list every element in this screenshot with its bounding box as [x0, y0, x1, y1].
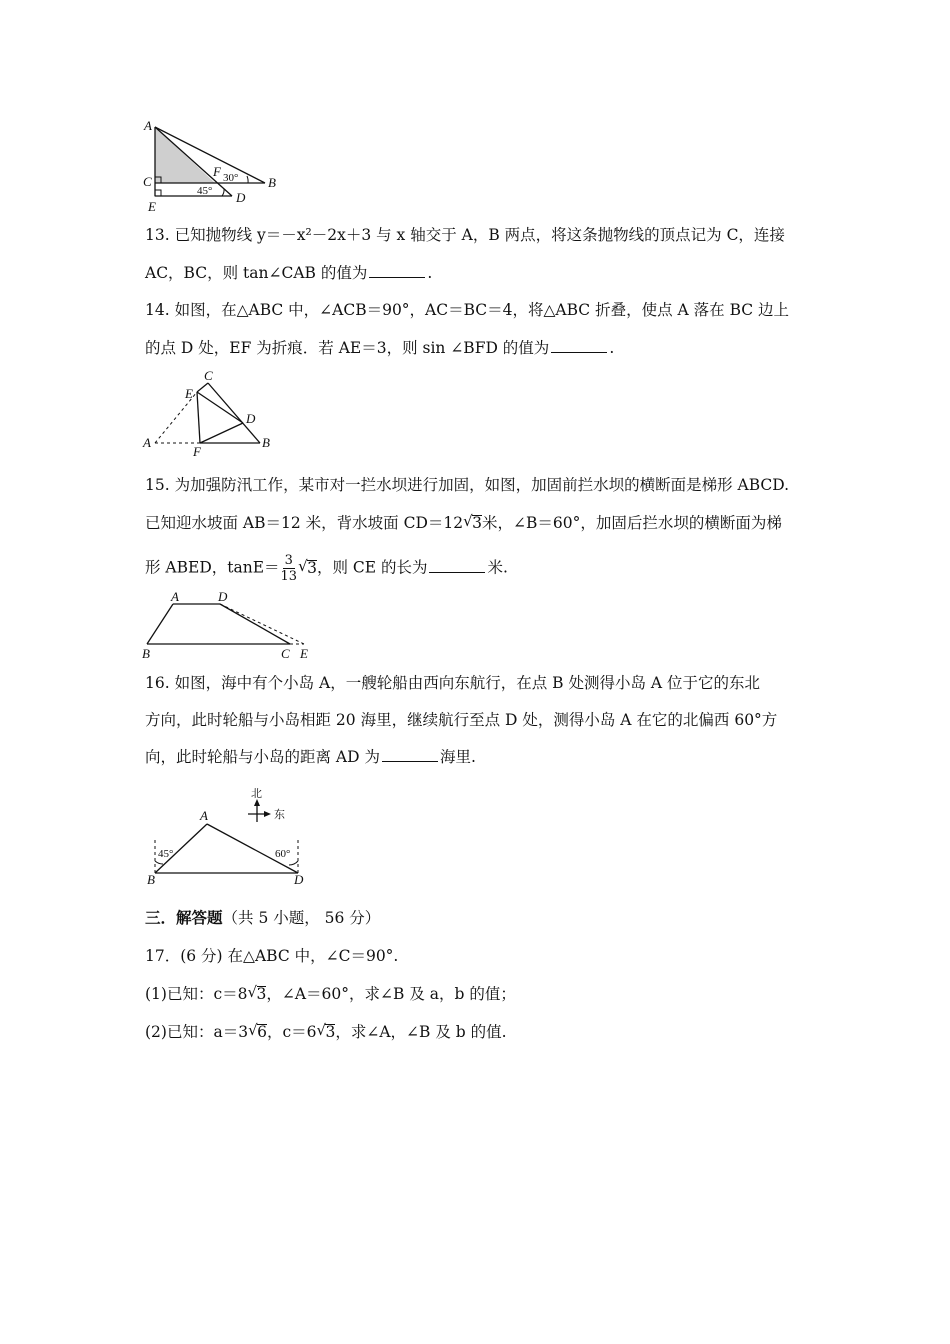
label-D: D	[294, 872, 304, 887]
label-D: D	[236, 190, 246, 205]
q17-part2: (2)已知：a＝3√ 6，c＝6√ 3，求∠A，∠B 及 b 的值.	[145, 1021, 507, 1043]
label-D: D	[246, 411, 256, 426]
label-A: A	[144, 118, 152, 133]
angle-45: 45°	[158, 848, 174, 860]
q16-line3: 向，此时轮船与小岛的距离 AD 为 海里.	[145, 748, 476, 766]
q13-line1: 13. 已知抛物线 y＝－x²－2x＋3 与 x 轴交于 A，B 两点，将这条抛物线的顶点记为 C，连接	[145, 226, 785, 244]
q15-line2: 已知迎水坡面 AB＝12 米，背水坡面 CD＝12√ 3米，∠B＝60°，加固后拦水坝的横断面为梯	[145, 512, 782, 534]
label-E: E	[185, 386, 193, 401]
label-E: E	[148, 199, 156, 214]
q14-line2: 的点 D 处，EF 为折痕．若 AE＝3，则 sin ∠BFD 的值为 .	[145, 339, 615, 357]
q16-line1: 16. 如图，海中有个小岛 A，一艘轮船由西向东航行，在点 B 处测得小岛 A 位于它的东北	[145, 674, 760, 692]
label-C: C	[281, 646, 290, 661]
compass-north: 北	[251, 788, 262, 800]
angle-45: 45°	[197, 185, 213, 197]
q17-part1: (1)已知：c＝8√ 3，∠A＝60°，求∠B 及 a，b 的值；	[145, 983, 516, 1005]
label-F: F	[213, 164, 221, 179]
q15-line1: 15. 为加强防汛工作，某市对一拦水坝进行加固，如图，加固前拦水坝的横断面是梯形 ABCD.	[145, 476, 790, 494]
label-A: A	[143, 435, 151, 450]
label-F: F	[193, 444, 201, 459]
label-B: B	[147, 872, 155, 887]
angle-30: 30°	[223, 172, 239, 184]
label-B: B	[268, 175, 276, 190]
angle-60: 60°	[275, 848, 291, 860]
q17-line1: 17．(6 分) 在△ABC 中，∠C＝90°.	[145, 947, 399, 965]
q13-line2: AC，BC，则 tan∠CAB 的值为 .	[145, 264, 433, 282]
label-A: A	[200, 808, 208, 823]
q16-line2: 方向，此时轮船与小岛相距 20 海里，继续航行至点 D 处，测得小岛 A 在它的北偏西 60°方	[145, 711, 778, 729]
label-B: B	[262, 435, 270, 450]
label-A: A	[171, 589, 179, 604]
q15-line3: 形 ABED，tanE＝ $\frac{3}{13}$ √ 3，则 CE 的长为 米.	[145, 553, 508, 584]
label-C: C	[143, 174, 152, 189]
label-C: C	[204, 368, 213, 383]
label-D: D	[218, 589, 228, 604]
compass-east: 东	[274, 809, 285, 821]
section3-heading: 三．解答题（共 5 小题， 56 分）	[145, 908, 381, 927]
q14-line1: 14. 如图，在△ABC 中，∠ACB＝90°，AC＝BC＝4，将△ABC 折叠，使点 A 落在 BC 边上	[145, 301, 790, 319]
label-B: B	[142, 646, 150, 661]
label-E: E	[300, 646, 308, 661]
